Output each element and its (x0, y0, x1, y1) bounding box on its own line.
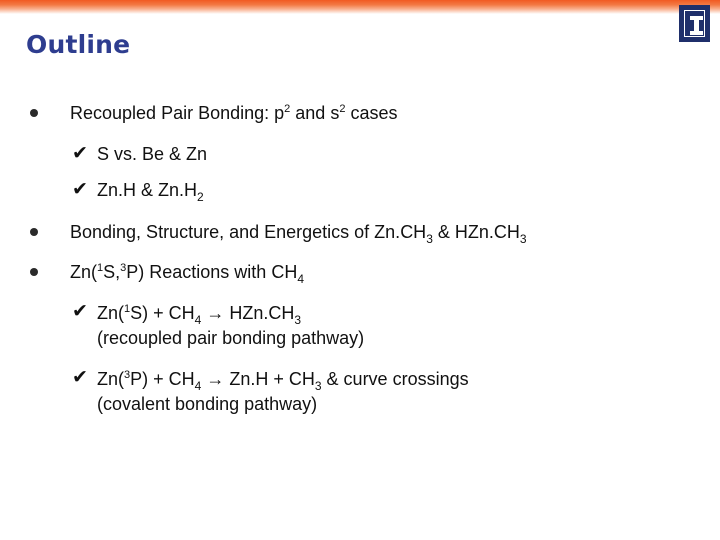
outline-subitem-znh-znh2: Zn.H & $Zn.H_2$ (97, 180, 204, 204)
outline-item-recoupled-pair-bonding: Recoupled Pair Bonding: $p^2$ and $s^2$ cases (70, 103, 398, 123)
bullet-dot-icon (30, 109, 38, 117)
checkmark-icon: ✔ (72, 366, 88, 388)
outline-item-zn-reactions-ch4: Zn($^1$S,$^3$P) Reactions with $CH_4$ (70, 262, 305, 286)
top-accent-bar (0, 0, 720, 14)
bullet-dot-icon (30, 228, 38, 236)
outline-subitem-zn1s-pathway: (recoupled pair bonding pathway) (97, 328, 365, 348)
outline-subitem-zn3p-pathway: (covalent bonding pathway) (97, 394, 318, 414)
checkmark-icon: ✔ (72, 300, 88, 322)
outline-subitem-zn3p-ch4: $Zn(^3P) + CH_4 \to Zn.H + CH_3$ & curve crossings (97, 369, 469, 393)
outline-subitem-s-vs-be-zn: S vs. Be & Zn (97, 144, 208, 164)
university-logo-icon (679, 5, 710, 42)
outline-subitem-zn1s-ch4: $Zn(^1S) + CH_4 \to HZn.CH_3$ (97, 303, 302, 327)
checkmark-icon: ✔ (72, 142, 88, 164)
slide-title: Outline (26, 30, 131, 59)
bullet-dot-icon (30, 268, 38, 276)
outline-item-bonding-structure-energetics: Bonding, Structure, and Energetics of $Zn.CH_3$ & $HZn.CH_3$ (70, 222, 527, 246)
checkmark-icon: ✔ (72, 178, 88, 200)
